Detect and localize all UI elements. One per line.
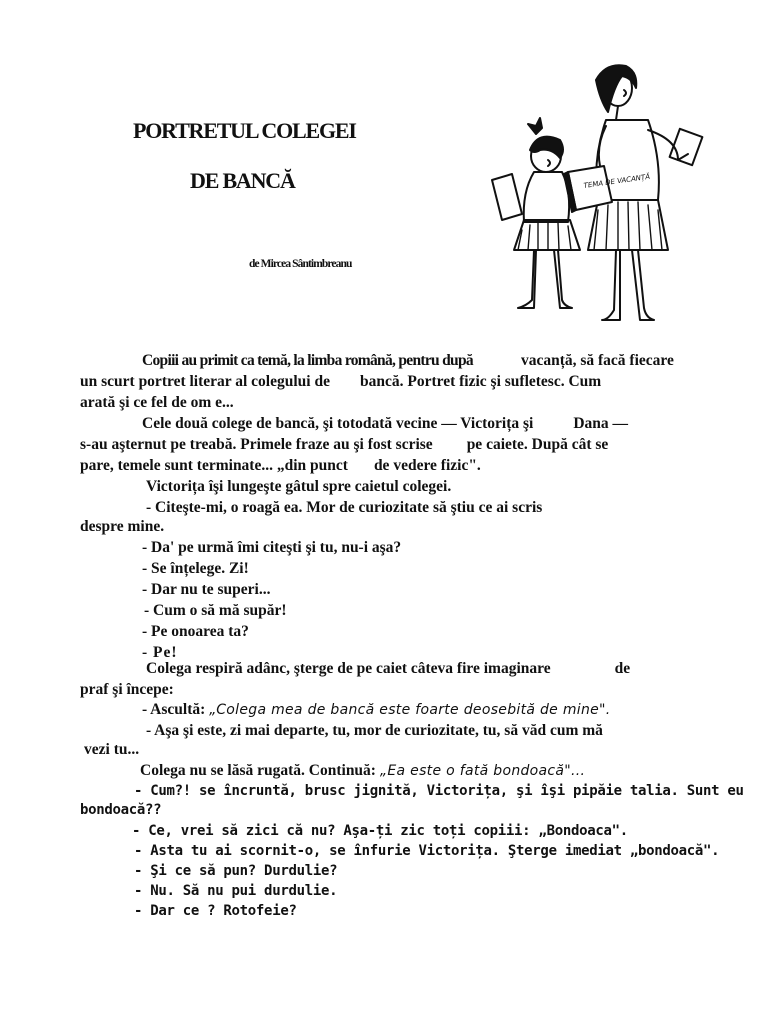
line-8: - Citeşte-mi, o roagă ea. Mor de curiozitate să ştiu ce ai scris (146, 499, 543, 516)
line-15: - Pe! (142, 644, 178, 661)
author-byline: de Mircea Sântimbreanu (249, 258, 352, 270)
line-24: - Ce, vrei să zici că nu? Aşa-ți zic toți copiii: „Bondoaca". (132, 823, 628, 839)
title-line-2: DE BANCĂ (190, 168, 295, 193)
line-19: - Aşa şi este, zi mai departe, tu, mor de curiozitate, tu, să văd cum mă (146, 722, 603, 739)
line-22: - Cum?! se încruntă, brusc jignită, Victorița, şi îşi pipăie talia. Sunt eu (134, 783, 744, 799)
line-3: arată şi ce fel de om e... (80, 394, 234, 411)
line-2: un scurt portret literar al colegului de bancă. Portret fizic şi sufletesc. Cum (80, 373, 602, 390)
line-13: - Cum o să mă supăr! (144, 602, 287, 619)
line-10: - Da' pe urmă îmi citeşti şi tu, nu-i aşa? (142, 539, 402, 556)
line-21: Colega nu se lăsă rugată. Continuă: „Ea este o fată bondoacă"... (140, 762, 586, 779)
line-14: - Pe onoarea ta? (142, 623, 249, 640)
line-4: Cele două colege de bancă, şi totodată vecine — Victorița şi Dana — (142, 415, 629, 432)
line-9: despre mine. (80, 518, 165, 535)
line-16: Colega respiră adânc, şterge de pe caiet câteva fire imaginare de (146, 660, 631, 677)
title-line-1: PORTRETUL COLEGEI (133, 118, 356, 143)
line-6: pare, temele sunt terminate... „din punct de vedere fizic". (80, 457, 481, 474)
line-25: - Asta tu ai scornit-o, se înfurie Victorița. Şterge imediat „bondoacă". (134, 843, 720, 859)
book-label: TEMA DE VACANȚĂ (583, 172, 651, 190)
line-26: - Şi ce să pun? Durdulie? (134, 863, 338, 879)
two-girls-illustration (478, 60, 718, 332)
line-18: - Ascultă: „Colega mea de bancă este foarte deosebită de mine". (142, 701, 611, 718)
line-7: Victorița îşi lungeşte gâtul spre caietul colegei. (146, 478, 452, 495)
line-23: bondoacă?? (80, 802, 162, 818)
line-20: vezi tu... (84, 741, 140, 758)
line-28: - Dar ce ? Rotofeie? (134, 903, 297, 919)
line-1: Copiii au primit ca temă, la limba română, pentru după vacanță, să facă fiecare (142, 352, 674, 369)
line-12: - Dar nu te superi... (142, 581, 271, 598)
line-11: - Se înțelege. Zi! (142, 560, 249, 577)
line-17: praf şi începe: (80, 681, 174, 698)
line-27: - Nu. Să nu pui durdulie. (134, 883, 338, 899)
line-5: s-au aşternut pe treabă. Primele fraze au şi fost scrise pe caiete. După cât se (80, 436, 609, 453)
